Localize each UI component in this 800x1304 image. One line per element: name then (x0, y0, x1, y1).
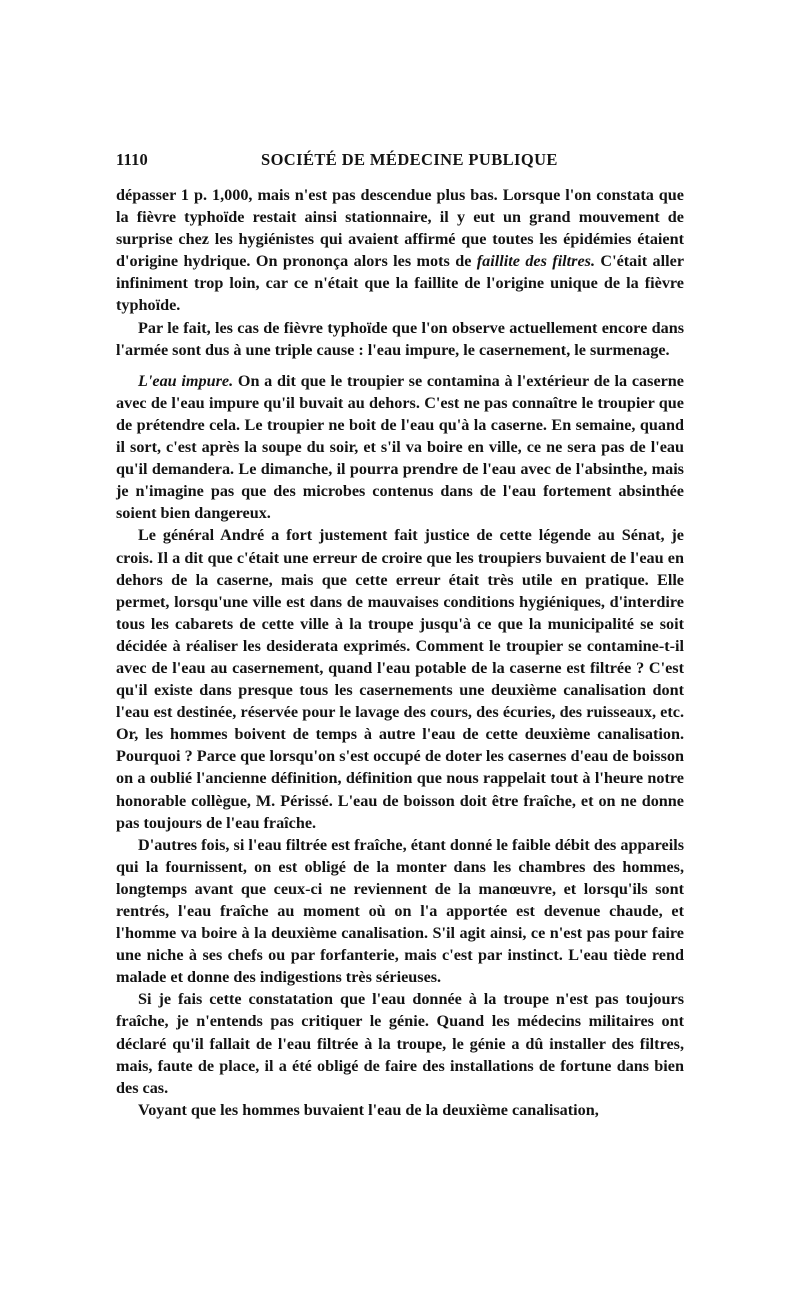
body-text (116, 184, 684, 1121)
italic-text-segment: eau impure. (152, 371, 234, 390)
italic-text-segment: faillite des filtres. (476, 252, 596, 271)
text-segment: dépasser 1 p. 1,000, mais n'est pas descendue plus bas. Lorsque l'on constata que la fièvre typhoïde restait ainsi stationnaire, il y eut un grand mouvement de surprise chez les hygiénistes qui avaient affirmé que toutes les épidémies étaient d'origine hydrique. On prononça alors les mots de (116, 186, 684, 271)
paragraph (116, 184, 684, 317)
running-head (116, 150, 684, 174)
text-segment: Le général André a fort justement fait justice de cette légende au Sénat, je crois. Il a dit que c'était une erreur de croire que les troupiers buvaient de l'eau en dehors de la caserne, mais que cette erreur était très utile en pratique. Elle permet, lorsqu'une ville est dans de mauvaises conditions hygiéniques, d'interdire tous les cabarets de cette ville à la troupe jusqu'à ce que la municipalité se soit décidée à réaliser les desiderata exprimés. Comment le troupier se contamine-t-il avec de l'eau au casernement, quand l'eau potable de la caserne est filtrée ? C'est qu'il existe dans presque tous les casernements une deuxième canalisation dont l'eau est destinée, réservée pour le lavage des cours, des écuries, des ruisseaux, etc. Or, les hommes boivent de temps à autre l'eau de cette deuxième canalisation. Pourquoi ? Parce que lorsqu'on s'est occupé de doter les casernes d'eau de boisson on a oublié l'ancienne définition, définition que nous rappelait tout à l'heure notre honorable collègue, M. Périssé. L'eau de boisson doit être fraîche, et on ne donne pas toujours de l'eau fraîche. (116, 526, 684, 832)
book-page (116, 150, 684, 1121)
paragraph (116, 988, 684, 1098)
text-segment: On a dit que le troupier se contamina à l'extérieur de la caserne avec de l'eau impure qu'il buvait au dehors. C'est ne pas connaître le troupier que de prétendre cela. Le troupier ne boit de l'eau qu'à la caserne. En semaine, quand il sort, c'est après la soupe du soir, et s'il va boire en ville, ce ne sera pas de l'eau qu'il demandera. Le dimanche, il pourra prendre de l'eau avec de l'absinthe, mais je n'imagine pas que des microbes contenus dans de l'eau fortement absinthée soient bien dangereux. (116, 371, 684, 523)
paragraph (116, 370, 684, 525)
text-segment: Si je fais cette constatation que l'eau donnée à la troupe n'est pas toujours fraîche, je n'entends pas critiquer le génie. Quand les médecins militaires ont déclaré qu'il fallait de l'eau filtrée à la troupe, le génie a dû installer des filtres, mais, faute de place, il a été obligé de faire des installations de fortune dans bien des cas. (116, 990, 684, 1097)
italic-text-segment: L' (138, 371, 153, 390)
text-segment: Par le fait, les cas de fièvre typhoïde que l'on observe actuellement encore dans l'armée sont dus à une triple cause : l'eau impure, le casernement, le surmenage. (116, 318, 684, 359)
text-segment: Voyant que les hommes buvaient l'eau de la deuxième canalisation, (138, 1100, 599, 1119)
page-number: 1110 (116, 150, 148, 169)
text-segment: D'autres fois, si l'eau filtrée est fraîche, étant donné le faible débit des appareils qui la fournissent, on est obligé de la monter dans les chambres des hommes, longtemps avant que ceux-ci ne reviennent de la manœuvre, et lorsqu'ils sont rentrés, l'eau fraîche au moment où on l'a apportée est devenue chaude, et l'homme va boire à la deuxième canalisation. S'il agit ainsi, ce n'est pas pour faire une niche à ses chefs ou par forfanterie, mais c'est par instinct. L'eau tiède rend malade et donne des indigestions très sérieuses. (116, 835, 684, 987)
text-segment: C'était aller infiniment trop loin, car ce n'était que la faillite de l'origine unique de la fièvre typhoïde. (116, 252, 685, 315)
paragraph (116, 1099, 684, 1121)
paragraph (116, 834, 684, 989)
running-title: SOCIÉTÉ DE MÉDECINE PUBLIQUE (261, 150, 558, 169)
paragraph (116, 317, 684, 361)
paragraph (116, 524, 684, 833)
